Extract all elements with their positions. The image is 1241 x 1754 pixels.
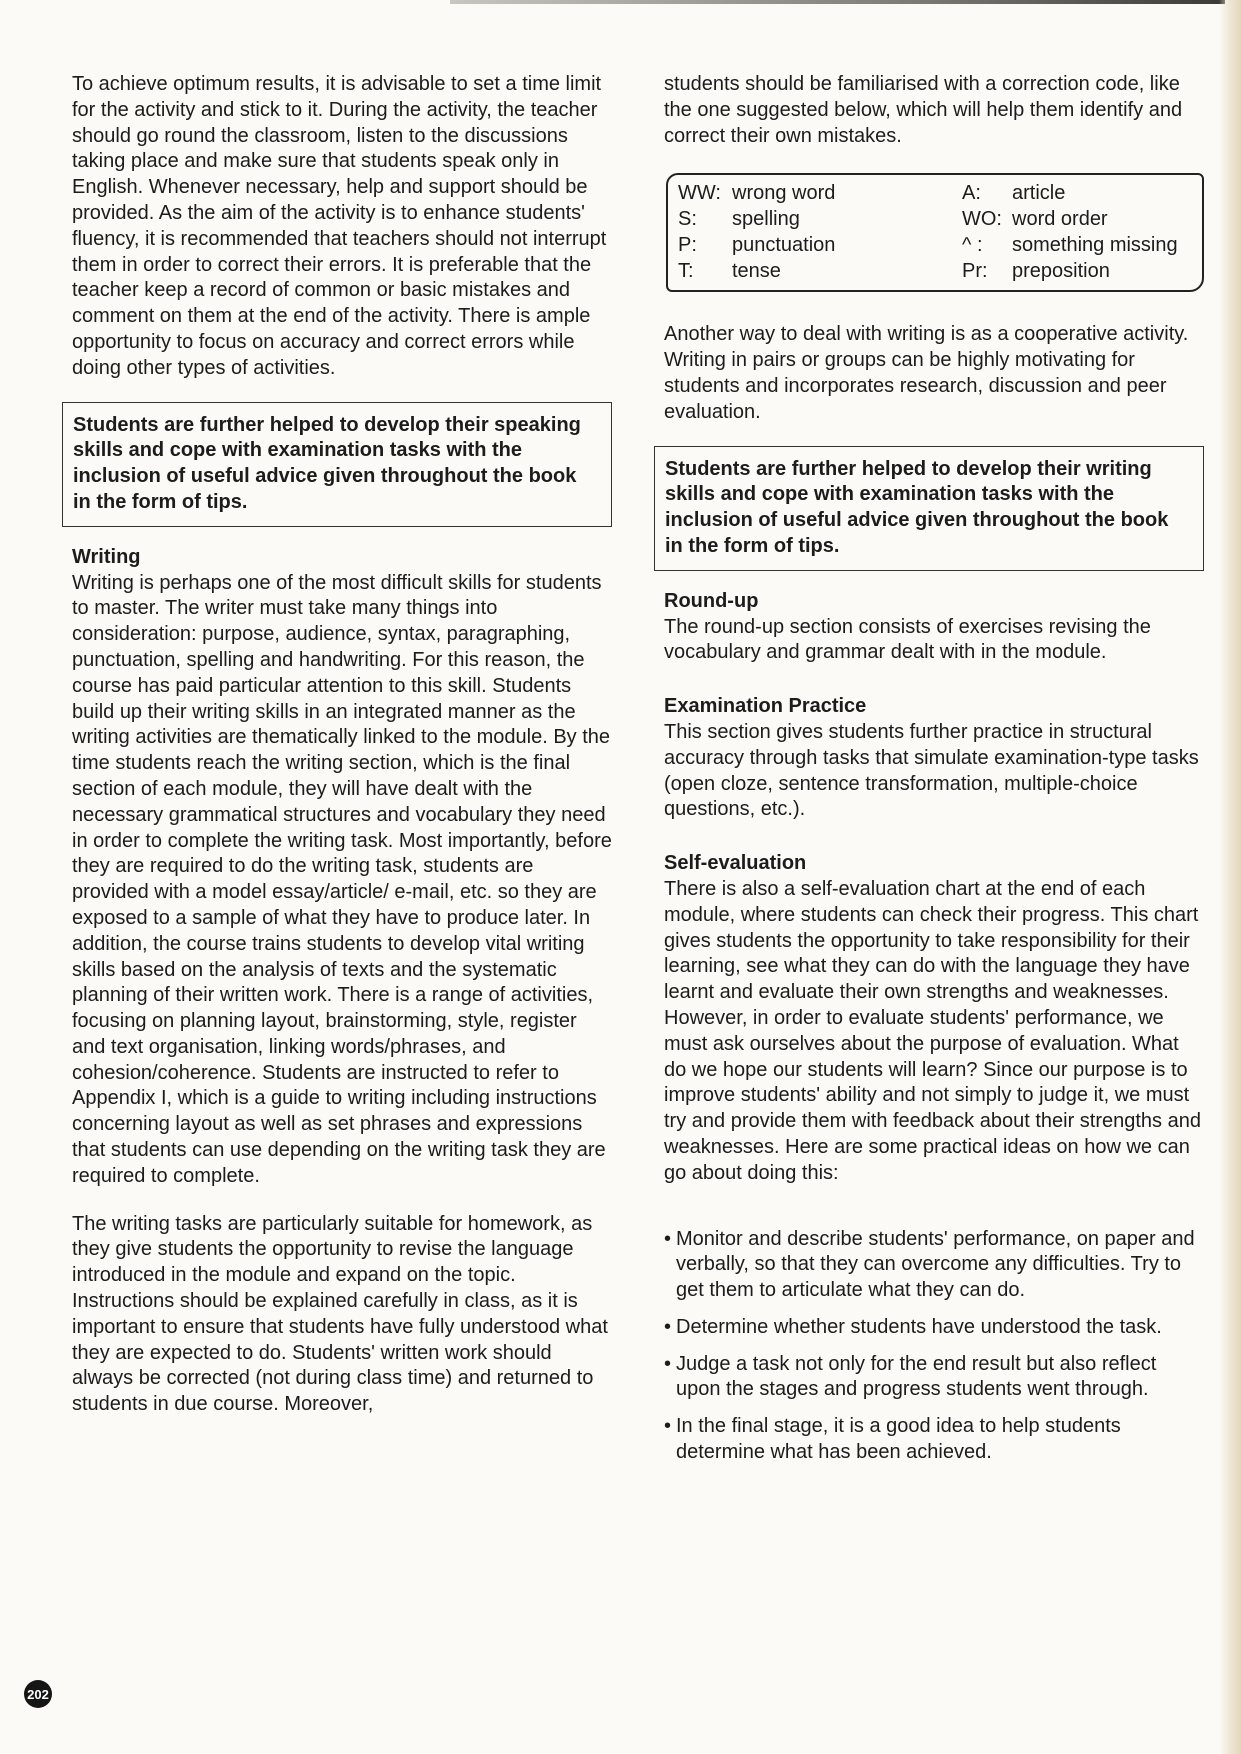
list-item: • In the final stage, it is a good idea to help students determine what has been achieved. [664,1414,1204,1466]
code-meaning: word order [1012,208,1108,231]
code-abbr: S: [678,208,697,231]
correction-code-intro: students should be familiarised with a correction code, like the one suggested below, which will help them identify and correct their own mistakes. [664,73,1183,147]
self-evaluation-text: There is also a self-evaluation chart at the end of each module, where students can check their progress. This chart gives students the opportunity to take responsibility for their learning, see what they can do with the language they have learnt and evaluate their own strengths and weaknesses. However, in order to evaluate students' performance, we must ask ourselves about the purpose of evaluation. What do we hope our students will learn? Since our purpose is to improve students' ability and not simply to judge it, we must try and provide them with feedback about their strengths and weaknesses. Here are some practical ideas on how we can go about doing this: [664,877,1201,1184]
code-abbr: T: [678,260,694,283]
code-abbr: ^ : [962,234,983,257]
page-number: 202 [24,1680,52,1708]
writing-paragraph-2: The writing tasks are particularly suitable for homework, as they give students the opportunity to revise the language introduced in the module and expand on the topic. Instructions should be explained carefully in class, as it is important to ensure that students have fully understood what they are expected to do. Students' written work should always be corrected (not during class time) and returned to students in due course. Moreover, [72,1212,608,1416]
cooperative-paragraph: Another way to deal with writing is as a cooperative activity. Writing in pairs or groups can be highly motivating for students and incorporates research, discussion and peer evaluation. [664,323,1189,423]
exam-practice-text: This section gives students further practice in structural accuracy through tasks that simulate examination-type tasks (open cloze, sentence transformation, multiple-choice questions, etc.). [664,720,1199,821]
self-evaluation-heading: Self-evaluation [664,852,807,875]
exam-practice-section [664,694,1204,823]
code-meaning: wrong word [732,182,836,205]
roundup-text: The round-up section consists of exercises revising the vocabulary and grammar dealt with in the module. [664,615,1151,664]
code-abbr: WO: [962,208,1002,231]
code-abbr: A: [962,182,981,205]
code-abbr: WW: [678,182,721,205]
code-meaning: punctuation [732,234,836,257]
code-meaning: spelling [732,208,800,231]
roundup-heading: Round-up [664,589,759,612]
code-abbr: P: [678,234,697,257]
list-item: • Judge a task not only for the end result but also reflect upon the stages and progress students went through. [664,1352,1204,1404]
writing-paragraph-1: Writing is perhaps one of the most difficult skills for students to master. The writer must take many things into consideration: purpose, audience, syntax, paragraphing, punctuation, spelling and handwriting. For this reason, the course has paid particular attention to this skill. Students build up their writing skills in an integrated manner as the writing activities are thematically linked to the module. By the time students reach the writing section, which is the final section of each module, they will have dealt with the necessary grammatical structures and vocabulary they need in order to complete the writing task. Most importantly, before they are required to do the writing task, students are provided with a model essay/article/ e-mail, etc. so they are exposed to a sample of what they have to produce later. In addition, the course trains students to develop vital writing skills based on the analysis of texts and the systematic planning of their written work. There is a range of activities, focusing on planning layout, brainstorming, style, register and text organisation, linking words/phrases, and cohesion/coherence. Students are instructed to refer to Appendix I, which is a guide to writing including instructions concerning layout as well as set phrases and expressions that students can use depending on the writing task they are required to complete. [72,571,612,1187]
list-item: • Determine whether students have understood the task. [664,1315,1204,1341]
evaluation-tips-list [664,1227,1204,1466]
code-meaning: article [1012,182,1066,205]
page-top-edge [450,0,1225,4]
list-item: • Monitor and describe students' performance, on paper and verbally, so that they can overcome any difficulties. Try to get them to articulate what they can do. [664,1227,1204,1304]
intro-paragraph: To achieve optimum results, it is advisable to set a time limit for the activity and stick to it. During the activity, the teacher should go round the classroom, listen to the discussions taking place and make sure that students speak only in English. Whenever necessary, help and support should be provided. As the aim of the activity is to enhance students' fluency, it is recommended that teachers should not interrupt them in order to correct their errors. It is preferable that the teacher keep a record of common or basic mistakes and comment on them at the end of the activity. There is ample opportunity to focus on accuracy and correct errors while doing other types of activities. [72,73,607,379]
writing-tips-box: Students are further helped to develop their writing skills and cope with examination tasks with the inclusion of useful advice given throughout the book in the form of tips. [654,446,1204,571]
page-right-edge [1219,0,1241,1754]
code-meaning: something missing [1012,234,1178,257]
correction-code-box [666,173,1204,292]
right-column [664,72,1204,1477]
speaking-tips-box: Students are further helped to develop their speaking skills and cope with examination tasks with the inclusion of useful advice given throughout the book in the form of tips. [62,402,612,527]
self-evaluation-section [664,851,1204,1186]
code-meaning: tense [732,260,781,283]
left-column [72,72,612,1418]
writing-heading: Writing [72,545,141,568]
code-abbr: Pr: [962,260,988,283]
exam-practice-heading: Examination Practice [664,695,867,718]
code-meaning: preposition [1012,260,1110,283]
